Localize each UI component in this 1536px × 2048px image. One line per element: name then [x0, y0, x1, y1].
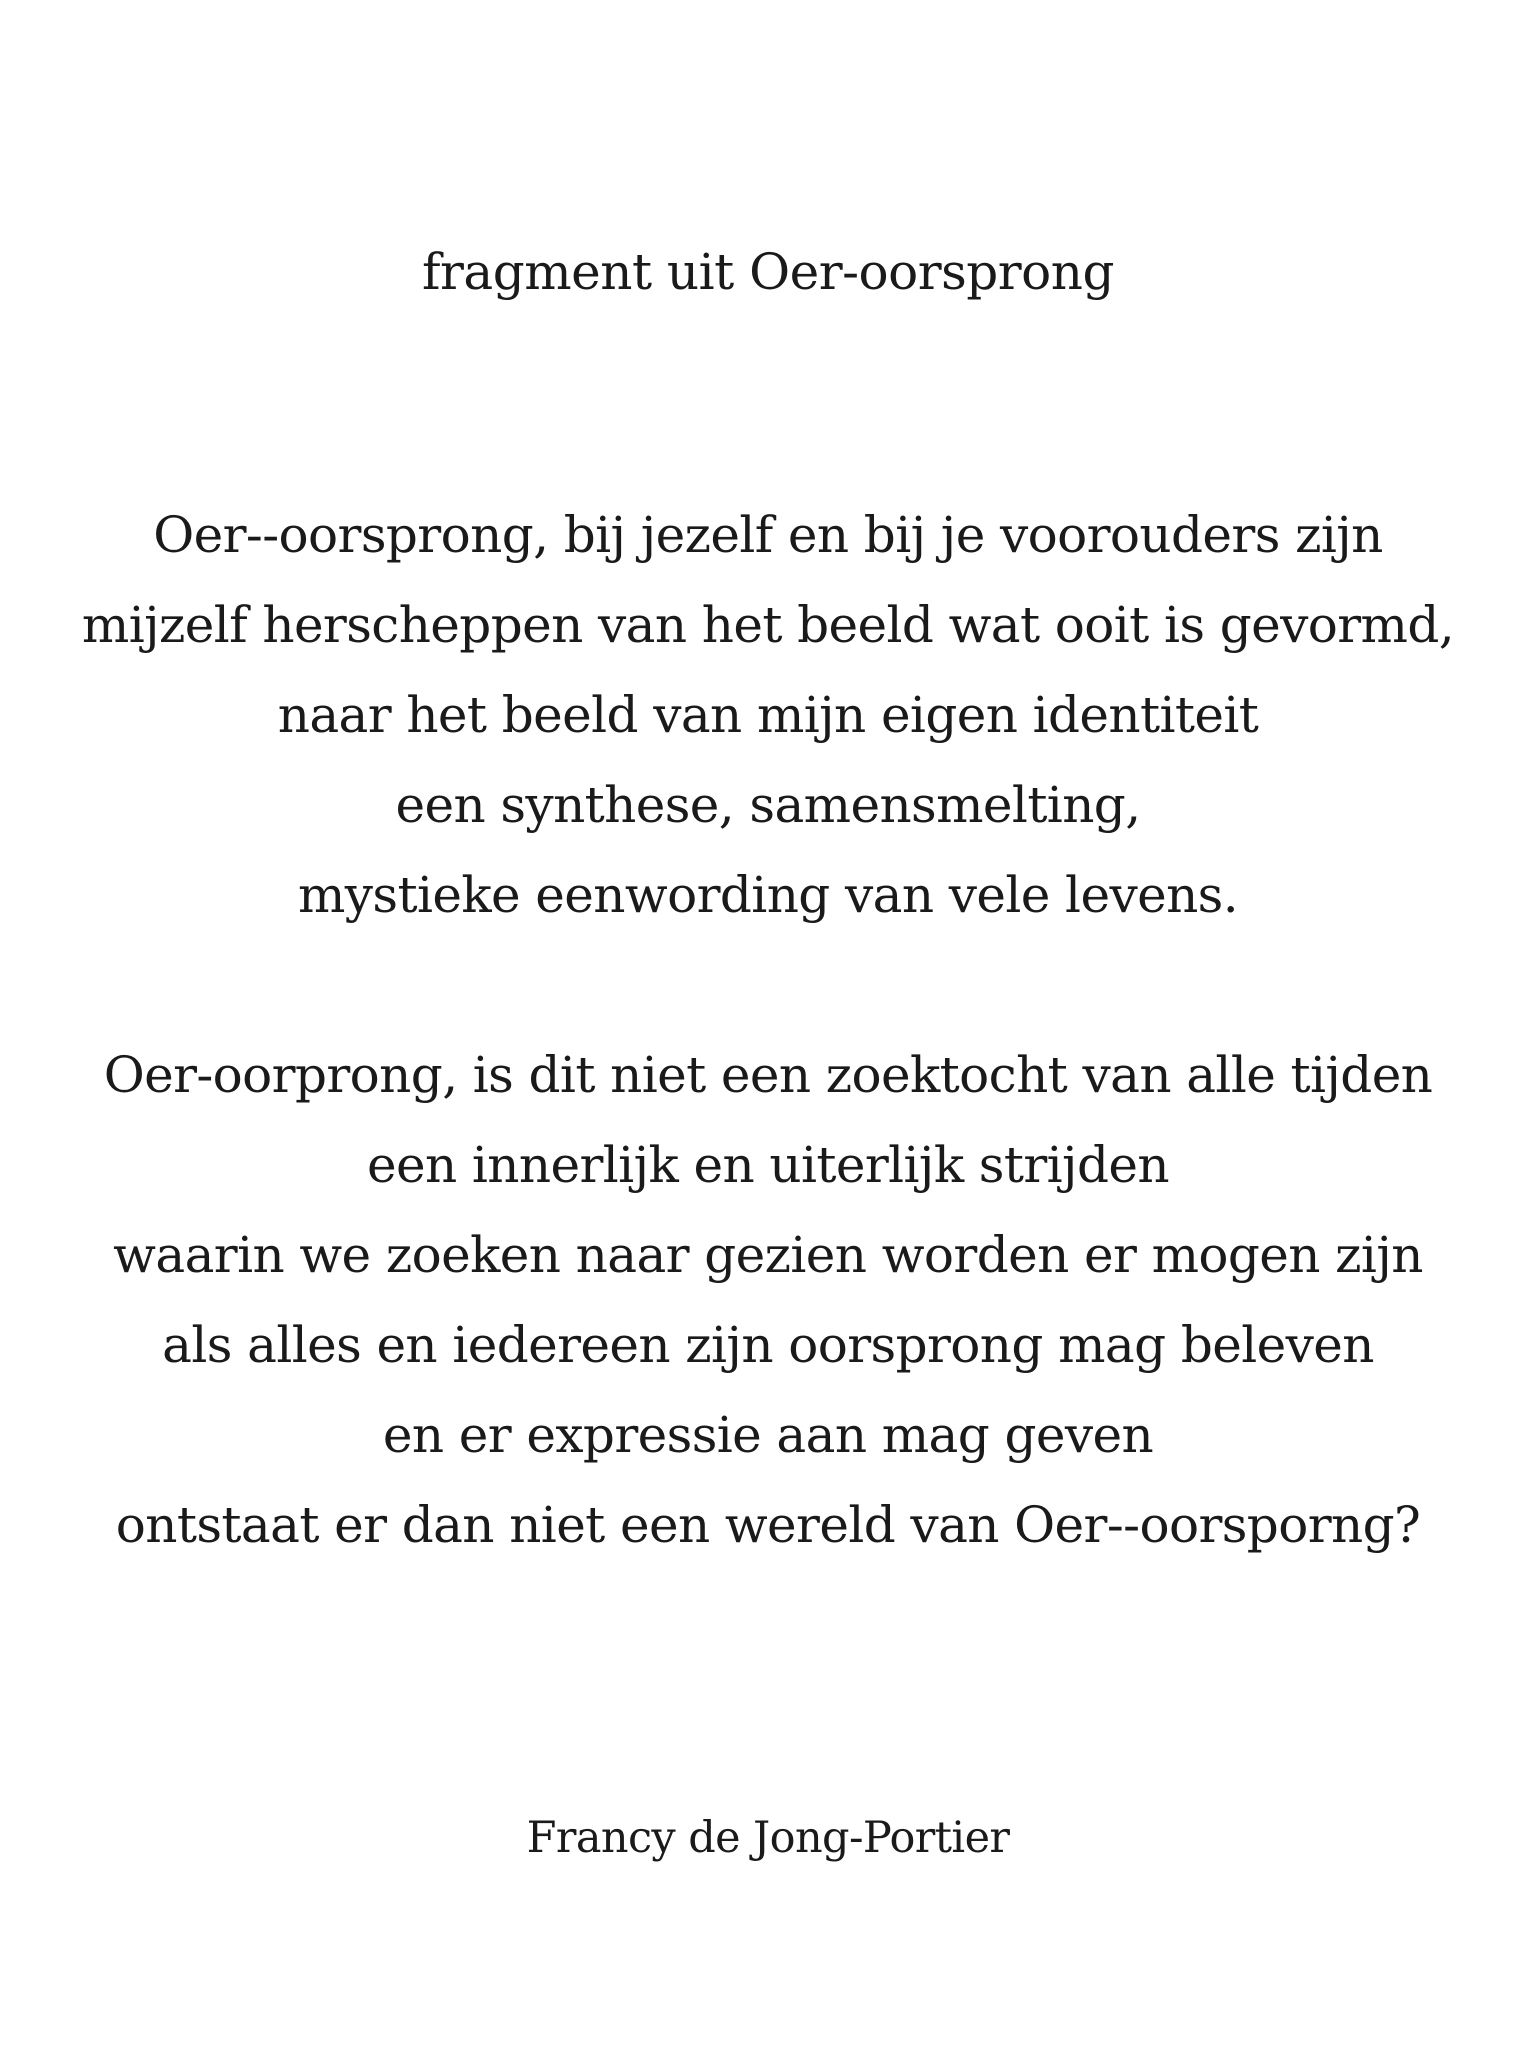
poem-line: mijzelf herscheppen van het beeld wat ooit is gevormd, [81, 596, 1455, 654]
author-name: Francy de Jong-Portier [526, 1813, 1010, 1863]
poem-line: ontstaat er dan niet een wereld van Oer--oorsporng? [115, 1496, 1421, 1554]
poem-line: en er expressie aan mag geven [382, 1406, 1154, 1464]
poem-line: een synthese, samensmelting, [395, 776, 1141, 834]
stanza-1 [0, 490, 1536, 940]
poem-line: waarin we zoeken naar gezien worden er mogen zijn [113, 1226, 1423, 1284]
poem-line: mystieke eenwording van vele levens. [297, 866, 1239, 924]
poem-title: fragment uit Oer-oorsprong [422, 243, 1114, 301]
poem-line: een innerlijk en uiterlijk strijden [367, 1136, 1169, 1194]
poem-line: Oer--oorsprong, bij jezelf en bij je voorouders zijn [153, 506, 1383, 564]
stanza-2 [0, 1030, 1536, 1570]
poem-line: als alles en iedereen zijn oorsprong mag beleven [162, 1316, 1374, 1374]
poem-line: naar het beeld van mijn eigen identiteit [277, 686, 1259, 744]
poem-line: Oer-oorprong, is dit niet een zoektocht van alle tijden [103, 1046, 1433, 1104]
